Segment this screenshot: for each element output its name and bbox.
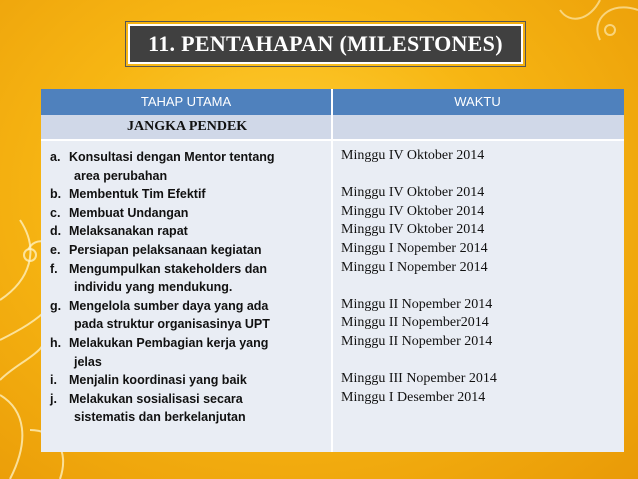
task-marker: g.: [50, 298, 62, 313]
date-item: Minggu I Nopember 2014: [341, 259, 488, 275]
task-marker: h.: [50, 335, 62, 350]
list-item: [50, 297, 330, 334]
task-text: Melakukan sosialisasi secara: [69, 391, 243, 406]
task-text-continued: pada struktur organisasinya UPT: [74, 317, 270, 332]
date-item: Minggu II Nopember 2014: [341, 333, 493, 349]
column-divider: [331, 141, 333, 452]
task-text-continued: jelas: [74, 354, 102, 369]
list-item: [50, 260, 330, 297]
task-marker: d.: [50, 224, 62, 239]
list-item: [50, 371, 330, 390]
task-text: Menjalin koordinasi yang baik: [69, 373, 247, 388]
page-title: 11. PENTAHAPAN (MILESTONES): [128, 24, 523, 64]
list-item: [50, 334, 330, 371]
list-item: [50, 390, 330, 427]
task-text-continued: sistematis dan berkelanjutan: [74, 410, 246, 425]
date-item: Minggu IV Oktober 2014: [341, 222, 485, 238]
task-marker: e.: [50, 242, 61, 257]
spacer: [341, 277, 621, 296]
task-text: Mengumpulkan stakeholders dan: [69, 261, 267, 276]
task-text-continued: area perubahan: [74, 168, 168, 183]
column-header-tahap-utama: TAHAP UTAMA: [140, 94, 232, 109]
column-divider: [331, 89, 333, 139]
column-header-waktu: WAKTU: [454, 94, 501, 109]
task-marker: c.: [50, 205, 61, 220]
date-item: Minggu II Nopember2014: [341, 315, 489, 331]
task-marker: j.: [50, 391, 57, 406]
task-text: Mengelola sumber daya yang ada: [69, 298, 269, 313]
date-item: Minggu IV Oktober 2014: [341, 203, 485, 219]
task-text-continued: individu yang mendukung.: [74, 280, 233, 295]
task-marker: a.: [50, 150, 61, 164]
date-item: Minggu IV Oktober 2014: [341, 185, 485, 201]
list-item: [50, 148, 330, 185]
spacer: [341, 352, 621, 371]
section-label: JANGKA PENDEK: [127, 119, 248, 134]
task-text: Melakukan Pembagian kerja yang: [69, 335, 269, 350]
task-list: [50, 148, 330, 427]
list-item: [50, 241, 330, 260]
date-item: Minggu III Nopember 2014: [341, 371, 497, 387]
date-item: Minggu I Desember 2014: [341, 389, 486, 405]
task-marker: i.: [50, 373, 57, 388]
task-text: Melaksanakan rapat: [69, 224, 188, 239]
list-item: [50, 204, 330, 223]
milestones-table: [41, 89, 624, 452]
date-list: [341, 147, 621, 407]
task-marker: b.: [50, 187, 62, 202]
spacer: [341, 166, 621, 185]
list-item: [50, 222, 330, 241]
list-item: [50, 185, 330, 204]
task-text: Konsultasi dengan Mentor tentang: [69, 150, 275, 164]
date-item: Minggu I Nopember 2014: [341, 240, 488, 256]
task-marker: f.: [50, 261, 58, 276]
date-item: Minggu IV Oktober 2014: [341, 148, 485, 163]
task-text: Persiapan pelaksanaan kegiatan: [69, 242, 262, 257]
task-text: Membentuk Tim Efektif: [69, 187, 206, 202]
date-item: Minggu II Nopember 2014: [341, 296, 493, 312]
task-text: Membuat Undangan: [69, 205, 189, 220]
